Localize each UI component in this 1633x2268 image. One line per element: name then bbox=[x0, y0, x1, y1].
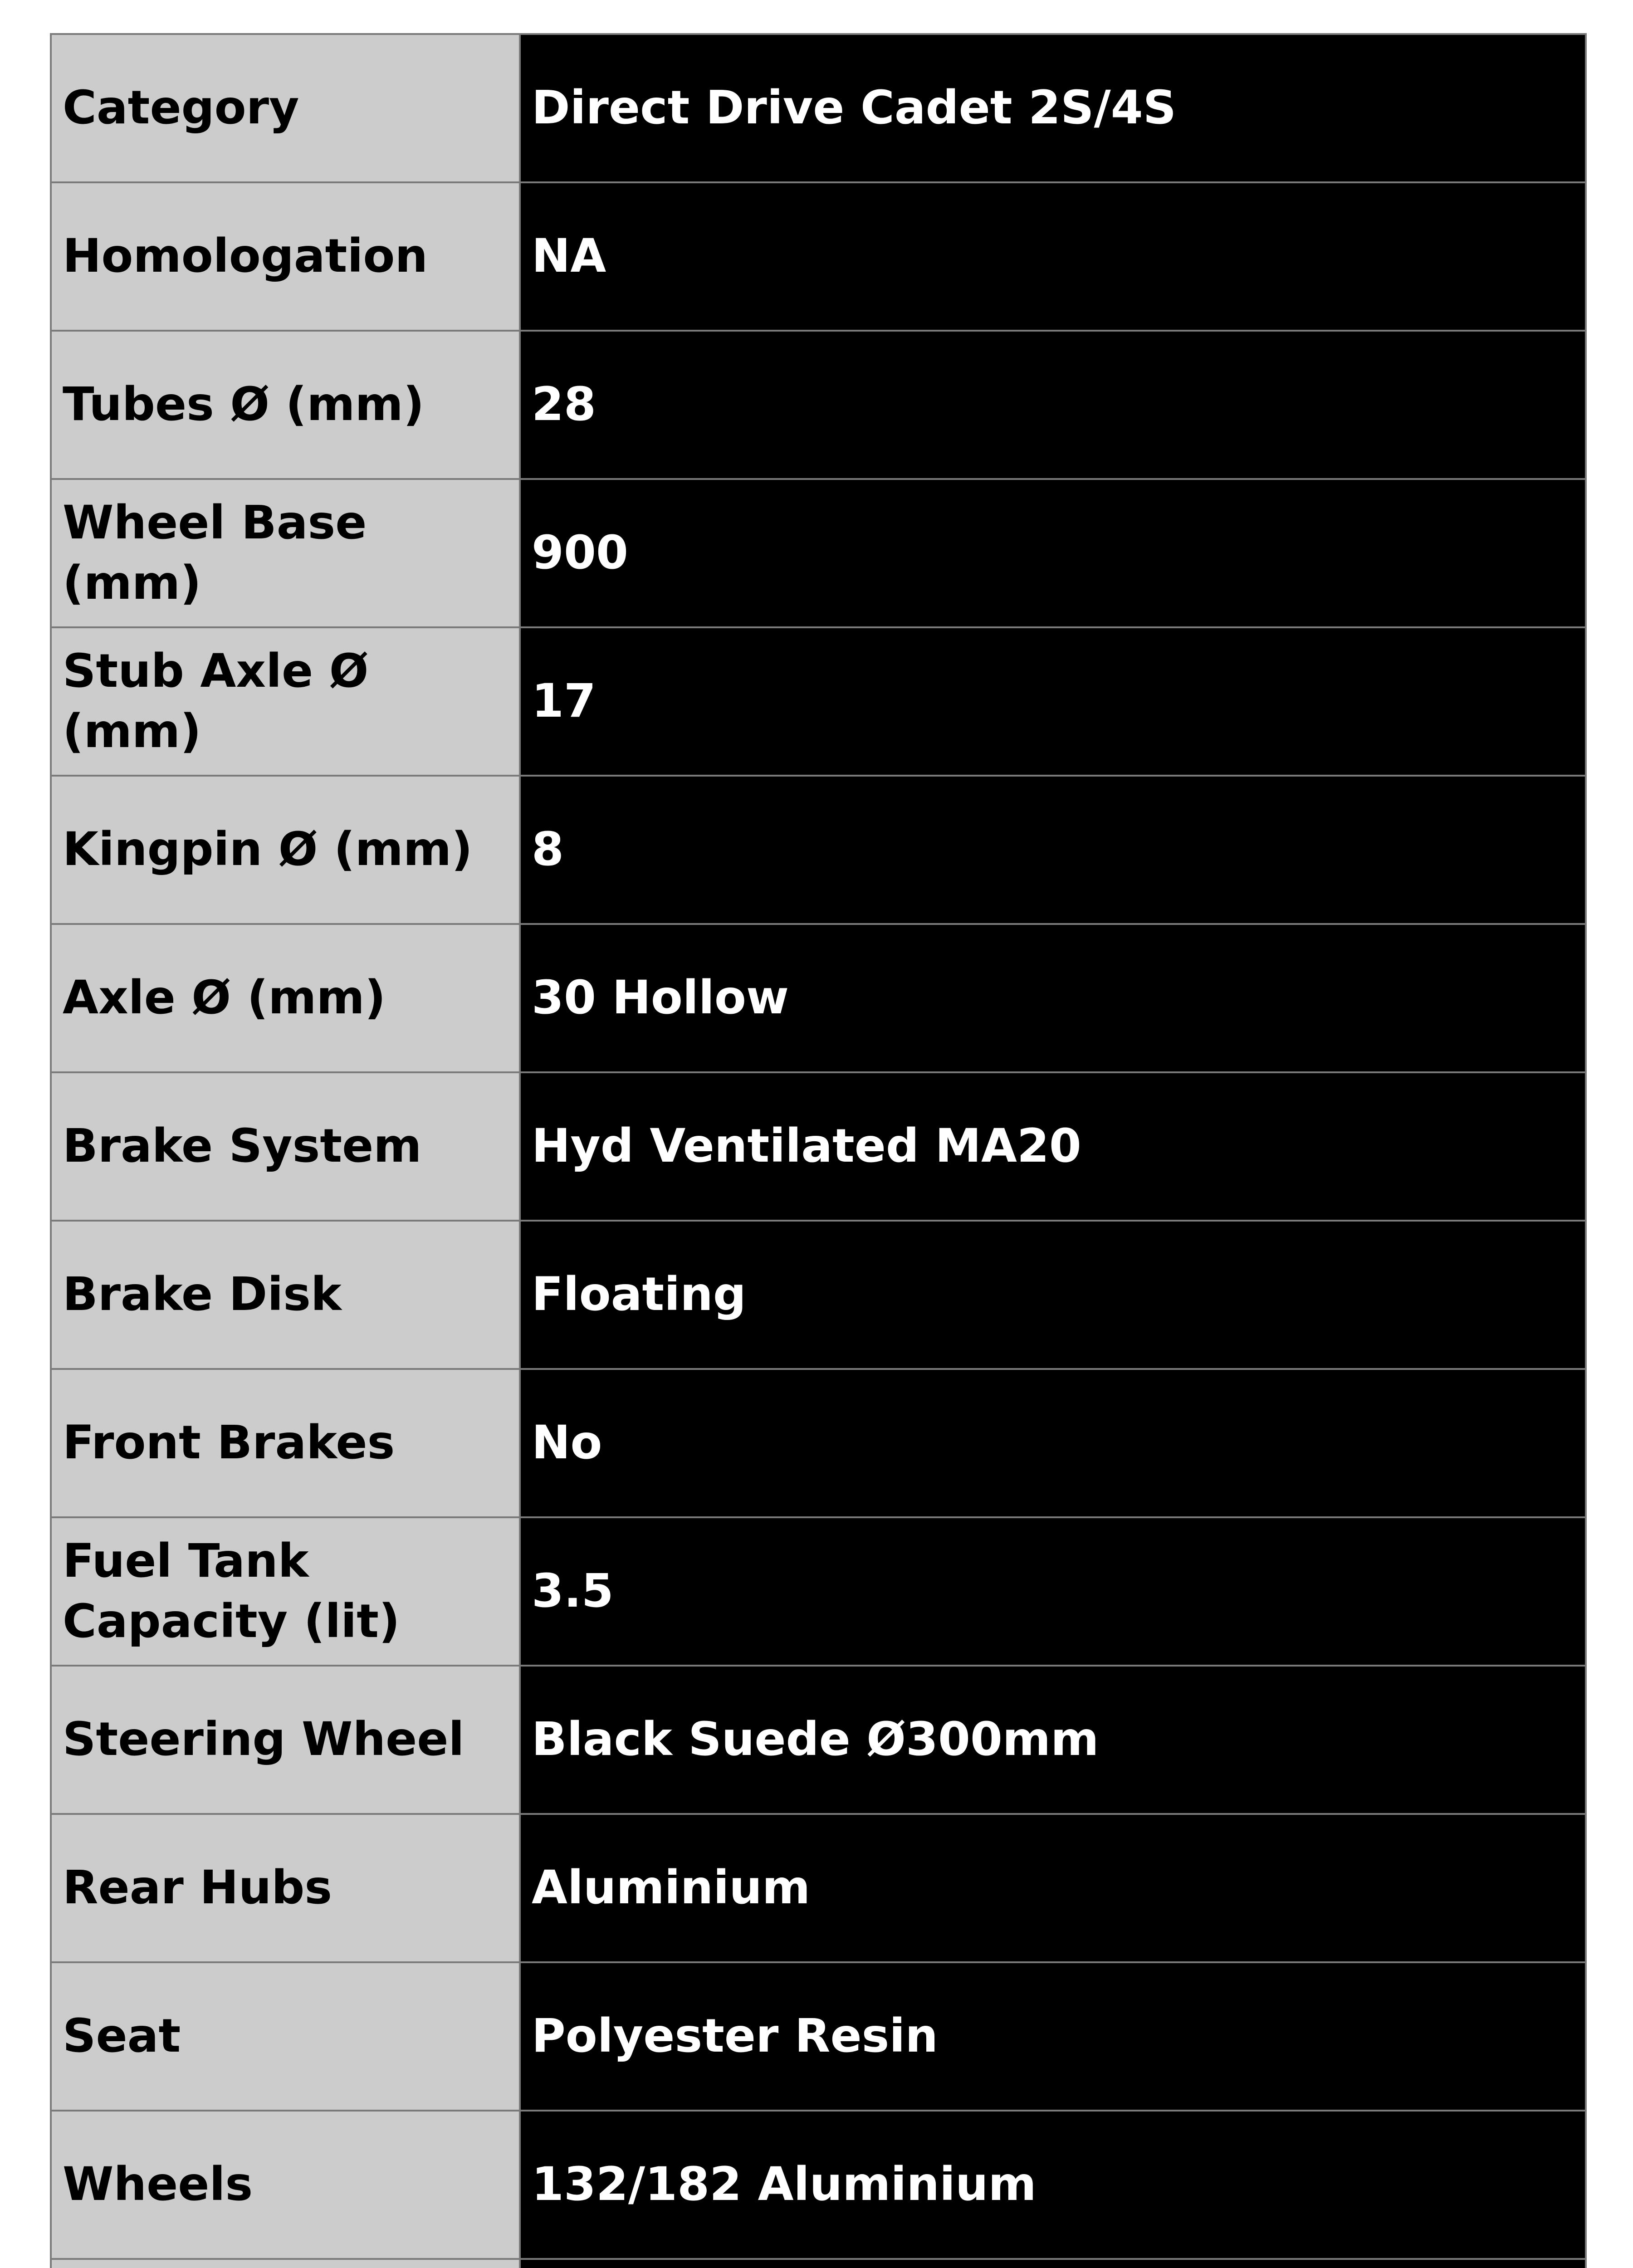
spec-table bbox=[50, 33, 1587, 2268]
spec-value: 30 Hollow bbox=[520, 924, 1586, 1072]
spec-value: No bbox=[520, 1369, 1586, 1517]
spec-row-brake-system bbox=[51, 1072, 1586, 1221]
spec-value: 900 bbox=[520, 479, 1586, 627]
spec-row-torsion-bars bbox=[51, 2259, 1586, 2268]
spec-label bbox=[51, 2259, 520, 2268]
spec-row-tubes bbox=[51, 331, 1586, 479]
spec-row-front-brakes bbox=[51, 1369, 1586, 1517]
spec-table-body bbox=[51, 34, 1586, 2268]
spec-label: Fuel Tank Capacity (lit) bbox=[51, 1517, 520, 1666]
spec-row-seat bbox=[51, 1962, 1586, 2111]
spec-row-stub-axle bbox=[51, 627, 1586, 776]
spec-value: Aluminium bbox=[520, 1814, 1586, 1962]
spec-label: Steering Wheel bbox=[51, 1666, 520, 1814]
spec-row-steering-wheel bbox=[51, 1666, 1586, 1814]
spec-row-wheels bbox=[51, 2111, 1586, 2259]
spec-label: Kingpin Ø (mm) bbox=[51, 776, 520, 924]
spec-label: Wheel Base (mm) bbox=[51, 479, 520, 627]
spec-value: NA bbox=[520, 182, 1586, 331]
spec-row-wheel-base bbox=[51, 479, 1586, 627]
spec-value: 132/182 Aluminium bbox=[520, 2111, 1586, 2259]
spec-label: Brake System bbox=[51, 1072, 520, 1221]
spec-label: Stub Axle Ø (mm) bbox=[51, 627, 520, 776]
spec-value: 8 bbox=[520, 776, 1586, 924]
spec-value: Floating bbox=[520, 1221, 1586, 1369]
spec-value: Direct Drive Cadet 2S/4S bbox=[520, 34, 1586, 182]
spec-value: Hyd Ventilated MA20 bbox=[520, 1072, 1586, 1221]
spec-label: Wheels bbox=[51, 2111, 520, 2259]
spec-row-axle bbox=[51, 924, 1586, 1072]
spec-value: 28 bbox=[520, 331, 1586, 479]
spec-label: Brake Disk bbox=[51, 1221, 520, 1369]
spec-row-rear-hubs bbox=[51, 1814, 1586, 1962]
spec-value: Polyester Resin bbox=[520, 1962, 1586, 2111]
spec-value: 17 bbox=[520, 627, 1586, 776]
spec-label: Front Brakes bbox=[51, 1369, 520, 1517]
spec-row-brake-disk bbox=[51, 1221, 1586, 1369]
spec-label: Category bbox=[51, 34, 520, 182]
spec-row-fuel-tank bbox=[51, 1517, 1586, 1666]
spec-row-homologation bbox=[51, 182, 1586, 331]
spec-label: Axle Ø (mm) bbox=[51, 924, 520, 1072]
spec-row-kingpin bbox=[51, 776, 1586, 924]
spec-label: Rear Hubs bbox=[51, 1814, 520, 1962]
spec-label: Tubes Ø (mm) bbox=[51, 331, 520, 479]
spec-value bbox=[520, 2259, 1586, 2268]
spec-value: Black Suede Ø300mm bbox=[520, 1666, 1586, 1814]
spec-label: Seat bbox=[51, 1962, 520, 2111]
spec-row-category bbox=[51, 34, 1586, 182]
spec-value: 3.5 bbox=[520, 1517, 1586, 1666]
spec-label: Homologation bbox=[51, 182, 520, 331]
